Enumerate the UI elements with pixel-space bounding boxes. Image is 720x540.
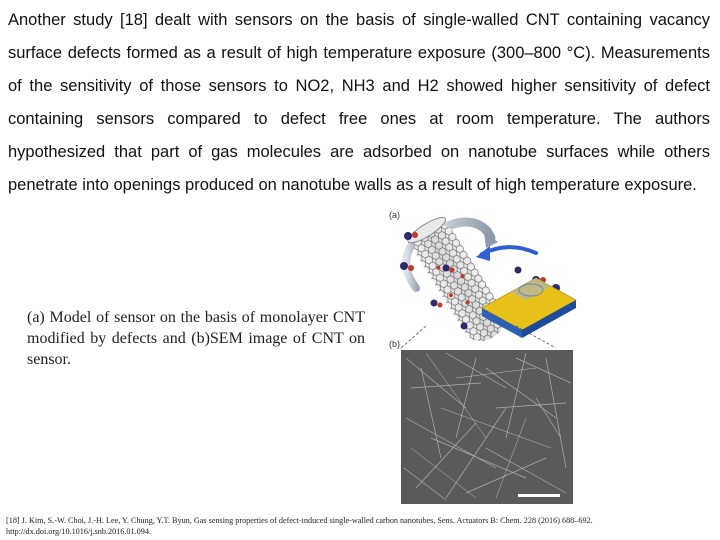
panel-b-sem-image — [401, 350, 573, 504]
panel-b-label: (b) — [389, 339, 400, 349]
nanotube — [405, 213, 512, 348]
blue-arrow-icon — [482, 247, 536, 254]
figure-caption: (a) Model of sensor on the basis of monolayer CNT modified by defects and (b)SEM image of CNT on sensor. — [27, 309, 365, 368]
body-paragraph: Another study [18] dealt with sensors on the basis of single-walled CNT containing vacancy surface defects formed as a result of high temperature exposure (300–800 °C). Measurements of the sensitivity of those sensors to NO2, NH3 and H2 showed higher sensitivity of defect containing sensors compared to defect free ones at room temperature. The authors hypothesized that part of gas molecules are adsorbed on nanotube surfaces while others penetrate into openings produced on nanotube walls as a result of high temperature exposure. — [8, 11, 710, 194]
figure-illustration — [386, 208, 714, 508]
panel-a-model — [400, 213, 576, 348]
figure — [386, 208, 714, 508]
scale-bar — [518, 494, 560, 497]
reference-footnote: [18] J. Kim, S.-W. Choi, J.-H. Lee, Y. Chung, Y.T. Byun, Gas sensing properties of defect-induced single-walled carbon nanotubes, Sens. Actuators B: Chem. 228 (2016) 688–692. http://dx.doi.org/10.1016/j.snb.2016.01.094. — [6, 516, 593, 536]
panel-a-label: (a) — [389, 210, 400, 220]
